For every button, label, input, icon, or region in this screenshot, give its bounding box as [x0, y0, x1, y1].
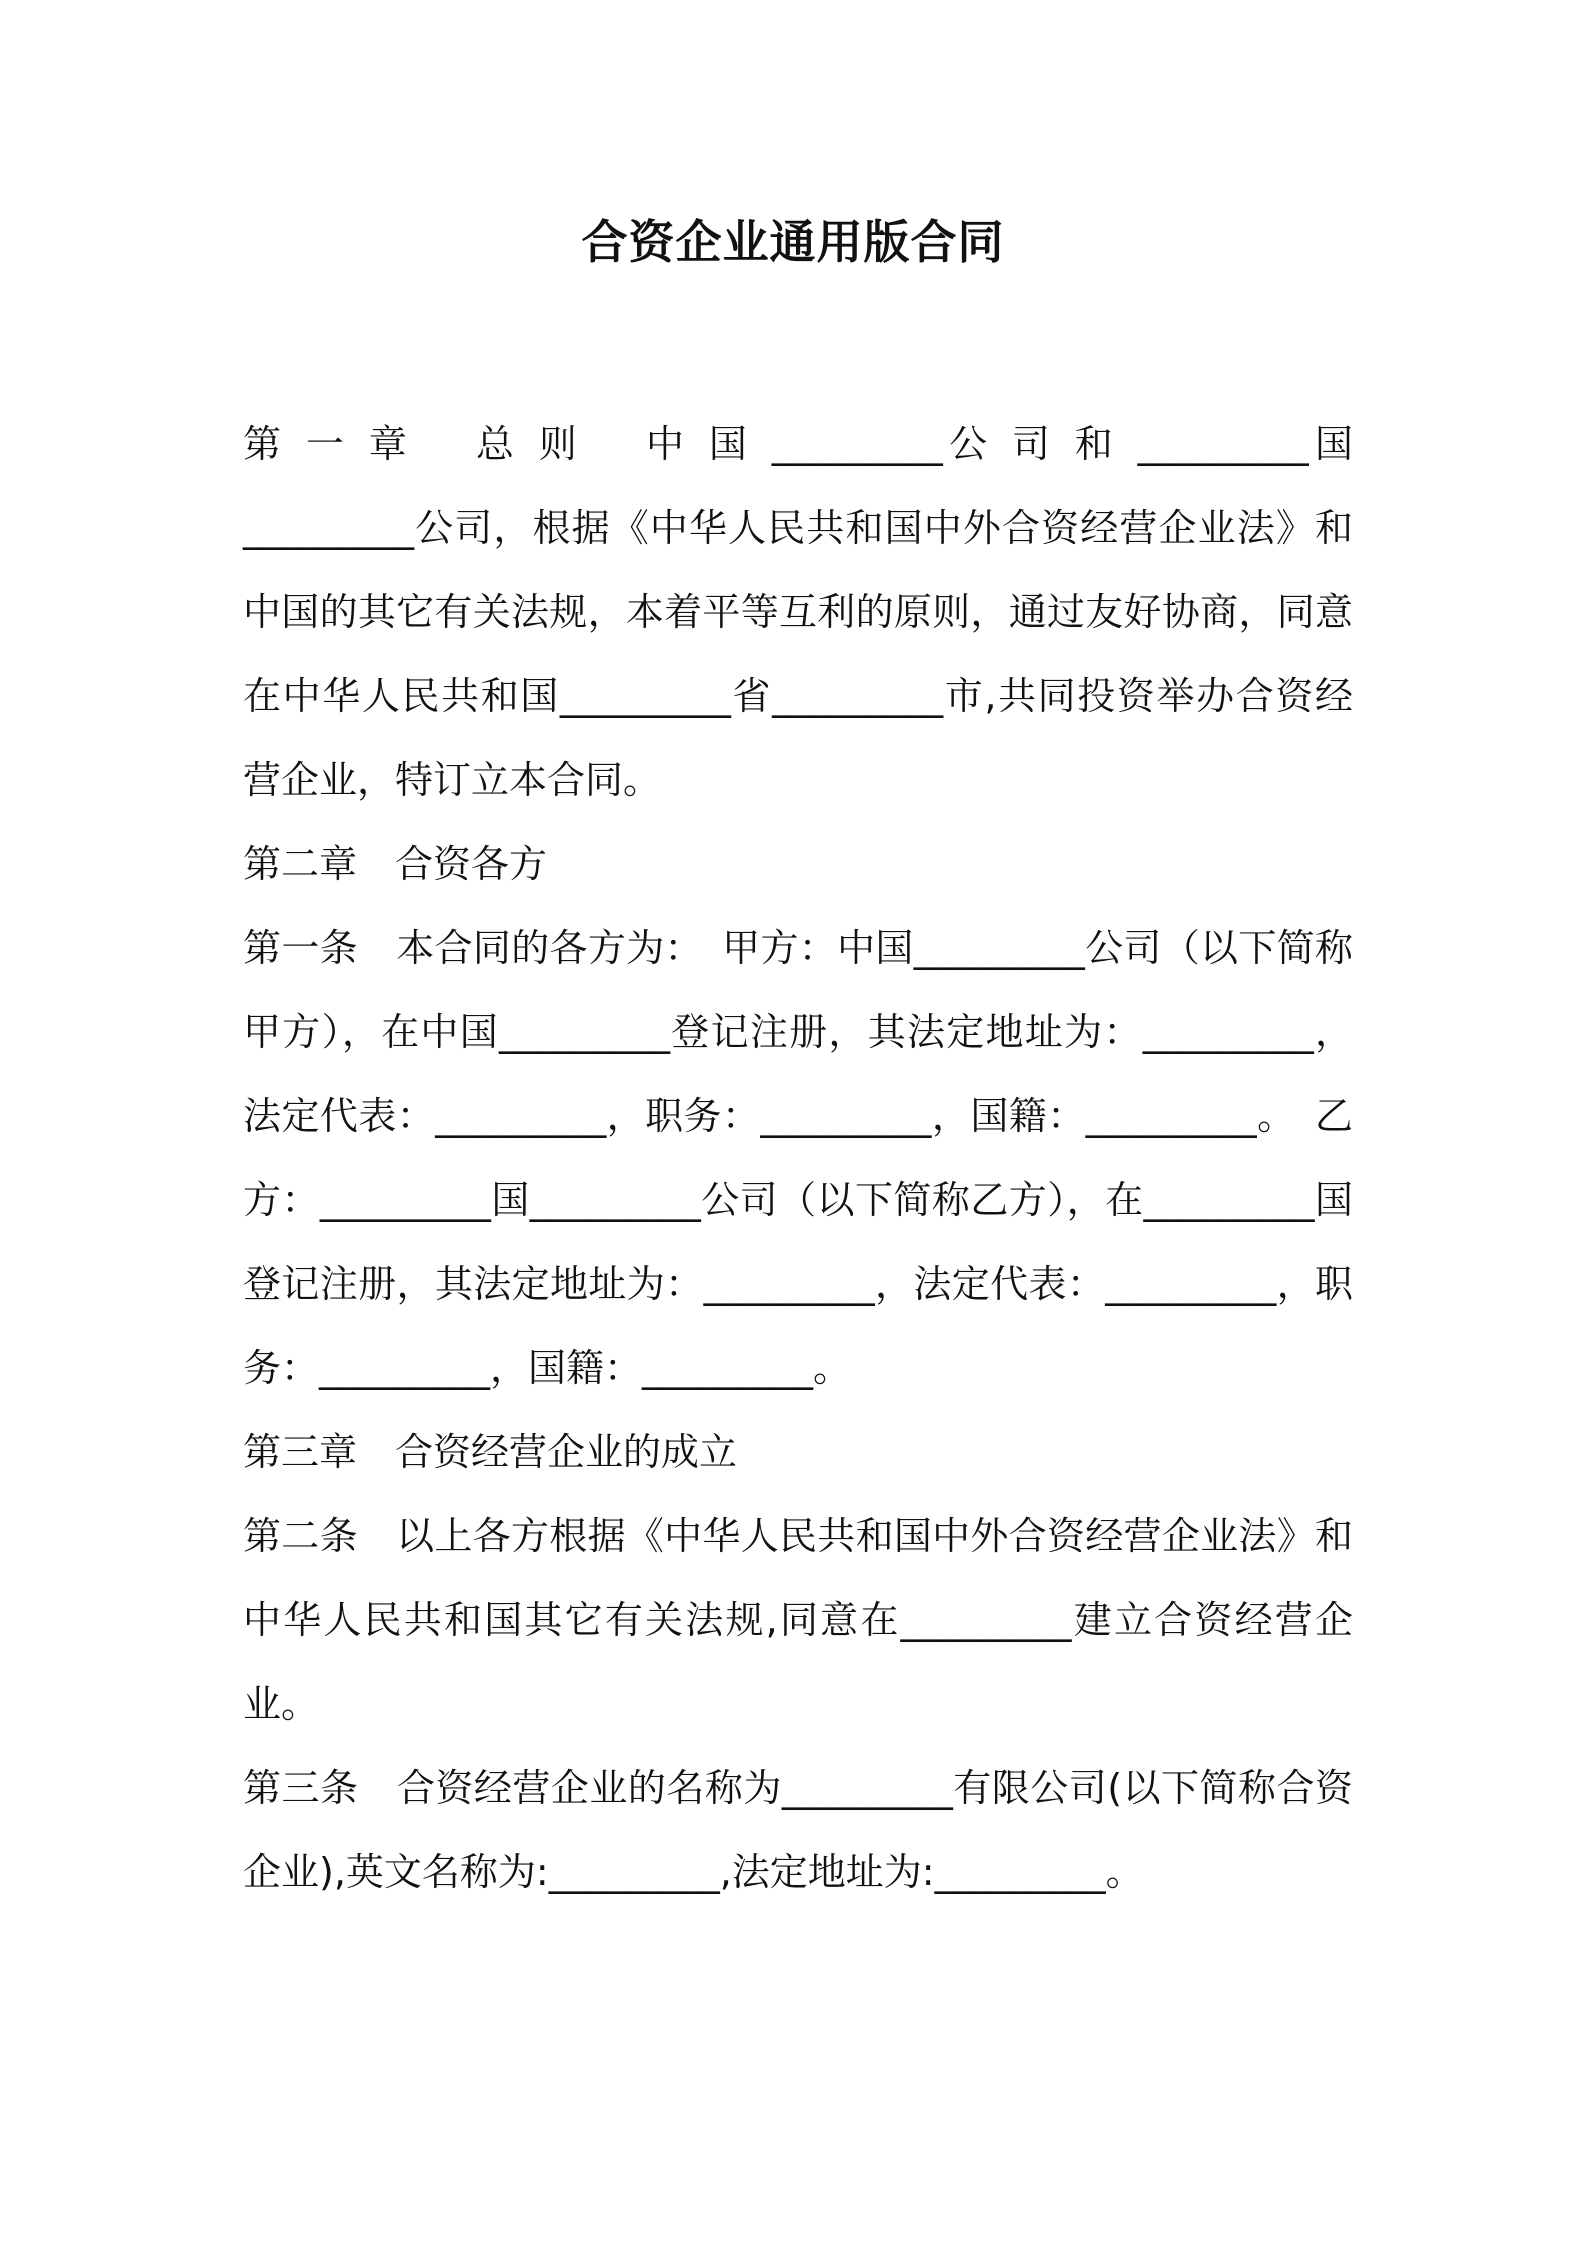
chapter-1-general-paragraph: 第 一 章 总 则 中 国 _________公 司 和 _________国 _________公司，根据《中华人民共和国中外合资经营企业法》和中国的其它有关法规，本着平等互利的原则，通过友好协商，同意在中华人民共和国_________省_________市,共同投资举办合资经营企业，特订立本合同。 — [243, 422, 1353, 802]
article-3-paragraph: 第三条 合资经营企业的名称为_________有限公司(以下简称合资企业),英文名称为:_________,法定地址为:_________。 — [243, 1766, 1353, 1894]
article-1-parties-paragraph: 第一条 本合同的各方为： 甲方：中国_________公司（以下简称甲方），在中国_________登记注册，其法定地址为：_________，法定代表：_________，职务：_________，国籍：_________。 乙方：_________国_________公司（以下简称乙方），在_________国登记注册，其法定地址为：_________，法定代表：_________，职务：_________，国籍：_________。 — [243, 926, 1353, 1390]
chapter-3-heading: 第三章 合资经营企业的成立 — [243, 1430, 738, 1474]
document-body — [243, 402, 1353, 1914]
article-2-paragraph: 第二条 以上各方根据《中华人民共和国中外合资经营企业法》和中华人民共和国其它有关法规,同意在_________建立合资经营企业。 — [243, 1514, 1353, 1726]
chapter-2-heading: 第二章 合资各方 — [243, 842, 548, 886]
document-title: 合资企业通用版合同 — [581, 215, 1005, 269]
